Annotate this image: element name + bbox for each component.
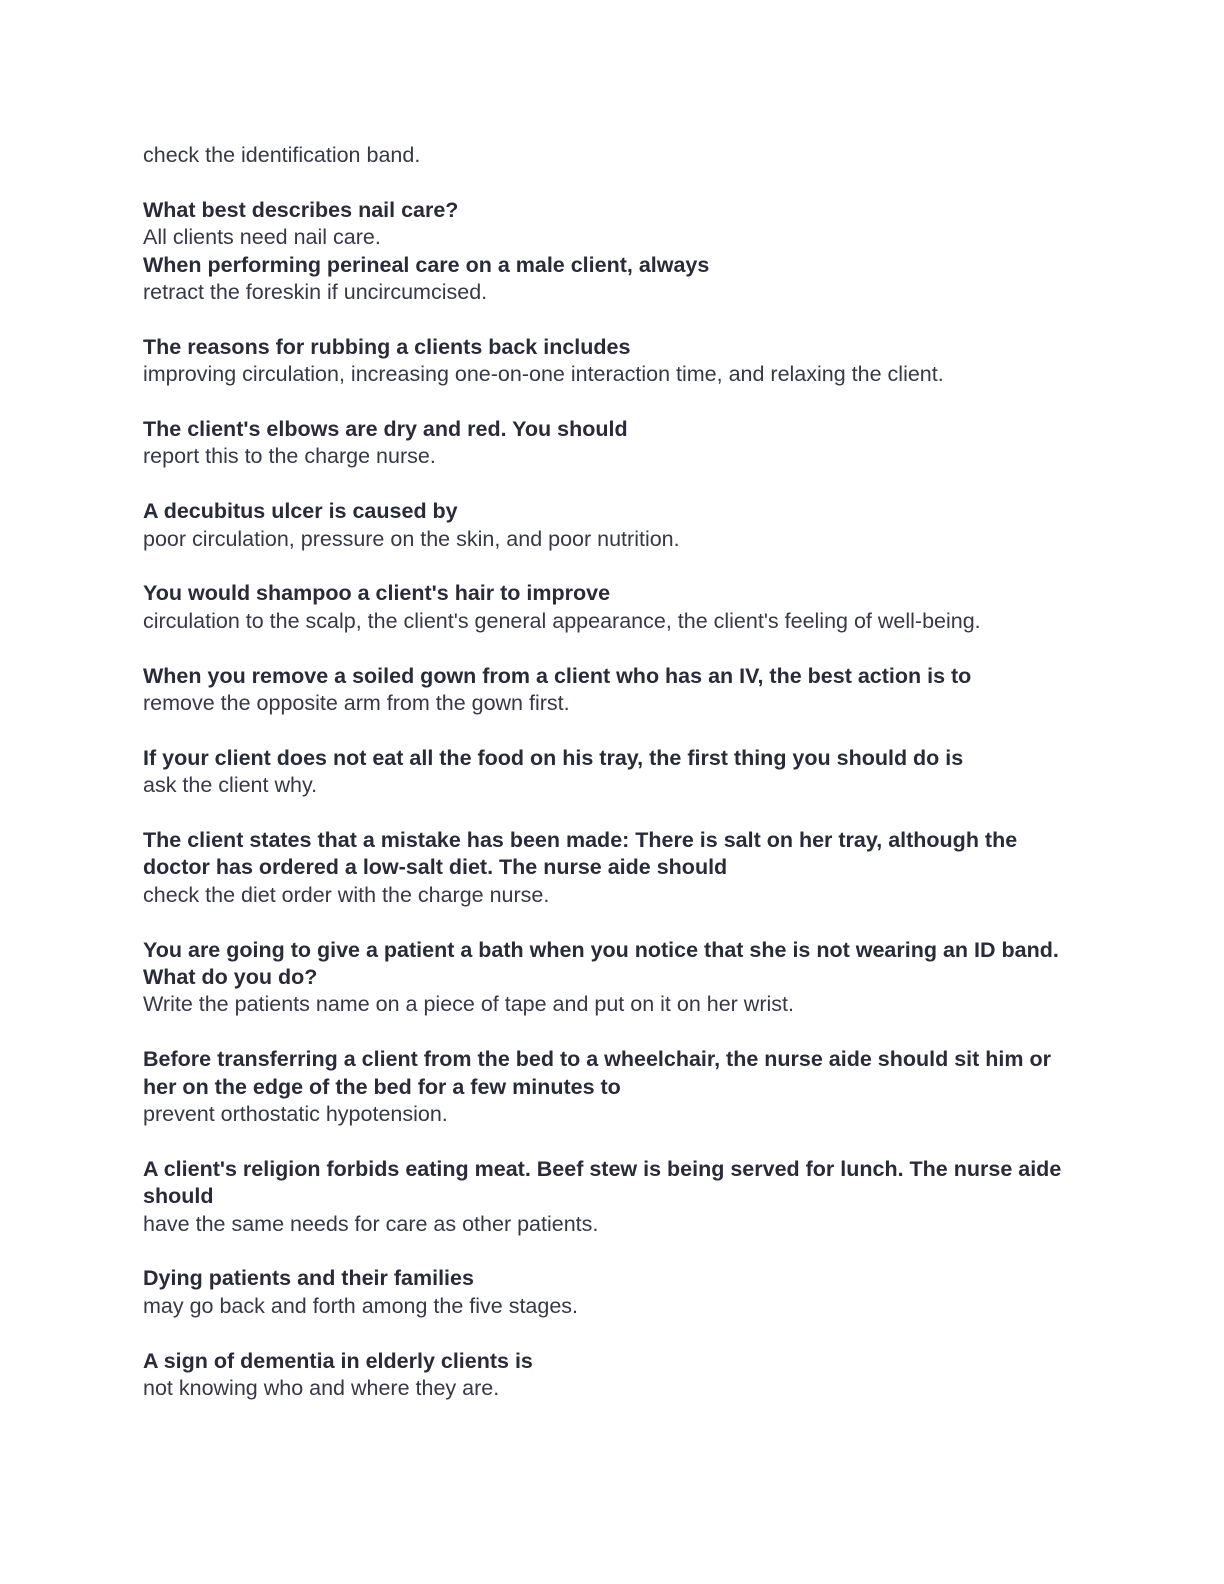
answer: ask the client why. (143, 773, 318, 798)
qa-item-back-rub (143, 334, 1083, 389)
answer: report this to the charge nurse. (143, 444, 436, 469)
qa-item-decubitus-ulcer (143, 498, 1083, 553)
leading-answer-block (143, 142, 1083, 169)
answer: not knowing who and where they are. (143, 1376, 500, 1401)
qa-item-elbows (143, 416, 1083, 471)
question: You would shampoo a client's hair to improve (143, 581, 611, 606)
qa-item-dying-patients (143, 1265, 1083, 1320)
question: When performing perineal care on a male client, always (143, 252, 710, 277)
qa-item-soiled-gown (143, 663, 1083, 718)
qa-item-food-tray (143, 745, 1083, 800)
qa-item-dementia (143, 1348, 1083, 1403)
leading-answer: check the identification band. (143, 143, 421, 167)
question: Before transferring a client from the bed to a wheelchair, the nurse aide should sit him or her on the edge of the bed for a few minutes to (143, 1047, 1051, 1099)
qa-item-nail-care (143, 197, 1083, 252)
answer: remove the opposite arm from the gown first. (143, 691, 570, 716)
question: If your client does not eat all the food on his tray, the first thing you should do is (143, 745, 964, 770)
question: What best describes nail care? (143, 197, 459, 222)
qa-item-wheelchair-transfer (143, 1046, 1083, 1128)
answer: retract the foreskin if uncircumcised. (143, 280, 488, 305)
answer: prevent orthostatic hypotension. (143, 1102, 448, 1127)
answer: poor circulation, pressure on the skin, and poor nutrition. (143, 526, 680, 551)
qa-item-perineal-care (143, 252, 1083, 307)
document-page (143, 142, 1083, 1430)
answer: Write the patients name on a piece of tape and put on it on her wrist. (143, 992, 794, 1017)
qa-item-religion-meat (143, 1156, 1083, 1238)
question: You are going to give a patient a bath when you notice that she is not wearing an ID band. What do you do? (143, 937, 1059, 990)
question: A sign of dementia in elderly clients is (143, 1348, 533, 1373)
answer: circulation to the scalp, the client's general appearance, the client's feeling of well-being. (143, 608, 981, 633)
qa-item-shampoo (143, 580, 1083, 635)
question: The client states that a mistake has been made: There is salt on her tray, although the doctor has ordered a low-salt diet. The nurse aide should (143, 828, 1018, 880)
qa-item-low-salt-diet (143, 827, 1083, 909)
answer: improving circulation, increasing one-on-one interaction time, and relaxing the client. (143, 362, 944, 387)
question: A client's religion forbids eating meat. Beef stew is being served for lunch. The nurse aide should (143, 1156, 1062, 1209)
question: The client's elbows are dry and red. You should (143, 417, 628, 442)
qa-item-id-band (143, 937, 1083, 1019)
answer: have the same needs for care as other patients. (143, 1211, 599, 1236)
answer: may go back and forth among the five stages. (143, 1293, 579, 1318)
answer: check the diet order with the charge nurse. (143, 882, 550, 907)
question: When you remove a soiled gown from a client who has an IV, the best action is to (143, 663, 972, 688)
answer: All clients need nail care. (143, 225, 381, 250)
question: Dying patients and their families (143, 1266, 474, 1291)
question: The reasons for rubbing a clients back includes (143, 334, 631, 359)
question: A decubitus ulcer is caused by (143, 499, 458, 524)
